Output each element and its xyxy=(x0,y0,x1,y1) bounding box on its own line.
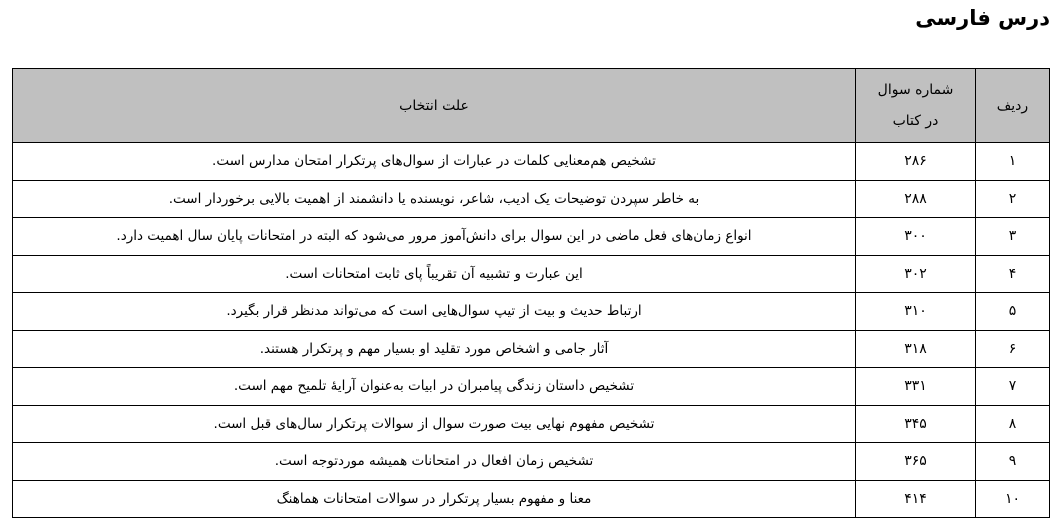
question-number-cell: ۲۸۸ xyxy=(856,180,976,218)
header-reason: علت انتخاب xyxy=(13,69,856,143)
header-question-number xyxy=(856,69,976,143)
reason-cell: این عبارت و تشبیه آن تقریباً پای ثابت امتحانات است. xyxy=(13,255,856,293)
reason-cell: به خاطر سپردن توضیحات یک ادیب، شاعر، نویسنده یا دانشمند از اهمیت بالایی برخوردار است. xyxy=(13,180,856,218)
reason-cell: ارتباط حدیث و بیت از تیپ سوال‌هایی است که می‌تواند مدنظر قرار بگیرد. xyxy=(13,293,856,331)
table-row xyxy=(13,293,1050,331)
row-number-cell: ۸ xyxy=(976,405,1050,443)
question-number-cell: ۳۰۲ xyxy=(856,255,976,293)
question-number-cell: ۴۱۴ xyxy=(856,480,976,518)
row-number-cell: ۹ xyxy=(976,443,1050,481)
questions-table xyxy=(12,68,1050,518)
question-number-cell: ۳۶۵ xyxy=(856,443,976,481)
question-number-cell: ۳۱۸ xyxy=(856,330,976,368)
row-number-cell: ۷ xyxy=(976,368,1050,406)
row-number-cell: ۱۰ xyxy=(976,480,1050,518)
question-number-cell: ۳۰۰ xyxy=(856,218,976,256)
table-row xyxy=(13,405,1050,443)
reason-cell: تشخیص مفهوم نهایی بیت صورت سوال از سوالات پرتکرار سال‌های قبل است. xyxy=(13,405,856,443)
table-header-row xyxy=(13,69,1050,143)
header-question-number-line1: شماره سوال xyxy=(877,81,954,98)
reason-cell: تشخیص هم‌معنایی کلمات در عبارات از سوال‌های پرتکرار امتحان مدارس است. xyxy=(13,143,856,181)
table-row xyxy=(13,480,1050,518)
table-row xyxy=(13,255,1050,293)
question-number-cell: ۲۸۶ xyxy=(856,143,976,181)
row-number-cell: ۳ xyxy=(976,218,1050,256)
reason-cell: تشخیص داستان زندگی پیامبران در ابیات به‌عنوان آرایهٔ تلمیح مهم است. xyxy=(13,368,856,406)
row-number-cell: ۶ xyxy=(976,330,1050,368)
row-number-cell: ۱ xyxy=(976,143,1050,181)
header-row-number: ردیف xyxy=(976,69,1050,143)
question-number-cell: ۳۴۵ xyxy=(856,405,976,443)
question-number-cell: ۳۳۱ xyxy=(856,368,976,406)
table-row xyxy=(13,180,1050,218)
reason-cell: آثار جامی و اشخاص مورد تقلید او بسیار مهم و پرتکرار هستند. xyxy=(13,330,856,368)
row-number-cell: ۴ xyxy=(976,255,1050,293)
question-number-cell: ۳۱۰ xyxy=(856,293,976,331)
table-row xyxy=(13,218,1050,256)
reason-cell: انواع زمان‌های فعل ماضی در این سوال برای دانش‌آموز مرور می‌شود که البته در امتحانات پایان سال اهمیت دارد. xyxy=(13,218,856,256)
table-row xyxy=(13,368,1050,406)
header-question-number-line2: در کتاب xyxy=(892,112,939,129)
table-row xyxy=(13,330,1050,368)
row-number-cell: ۲ xyxy=(976,180,1050,218)
table-row xyxy=(13,143,1050,181)
reason-cell: تشخیص زمان افعال در امتحانات همیشه موردتوجه است. xyxy=(13,443,856,481)
reason-cell: معنا و مفهوم بسیار پرتکرار در سوالات امتحانات هماهنگ xyxy=(13,480,856,518)
page-title: درس فارسی xyxy=(915,6,1050,30)
row-number-cell: ۵ xyxy=(976,293,1050,331)
table-row xyxy=(13,443,1050,481)
